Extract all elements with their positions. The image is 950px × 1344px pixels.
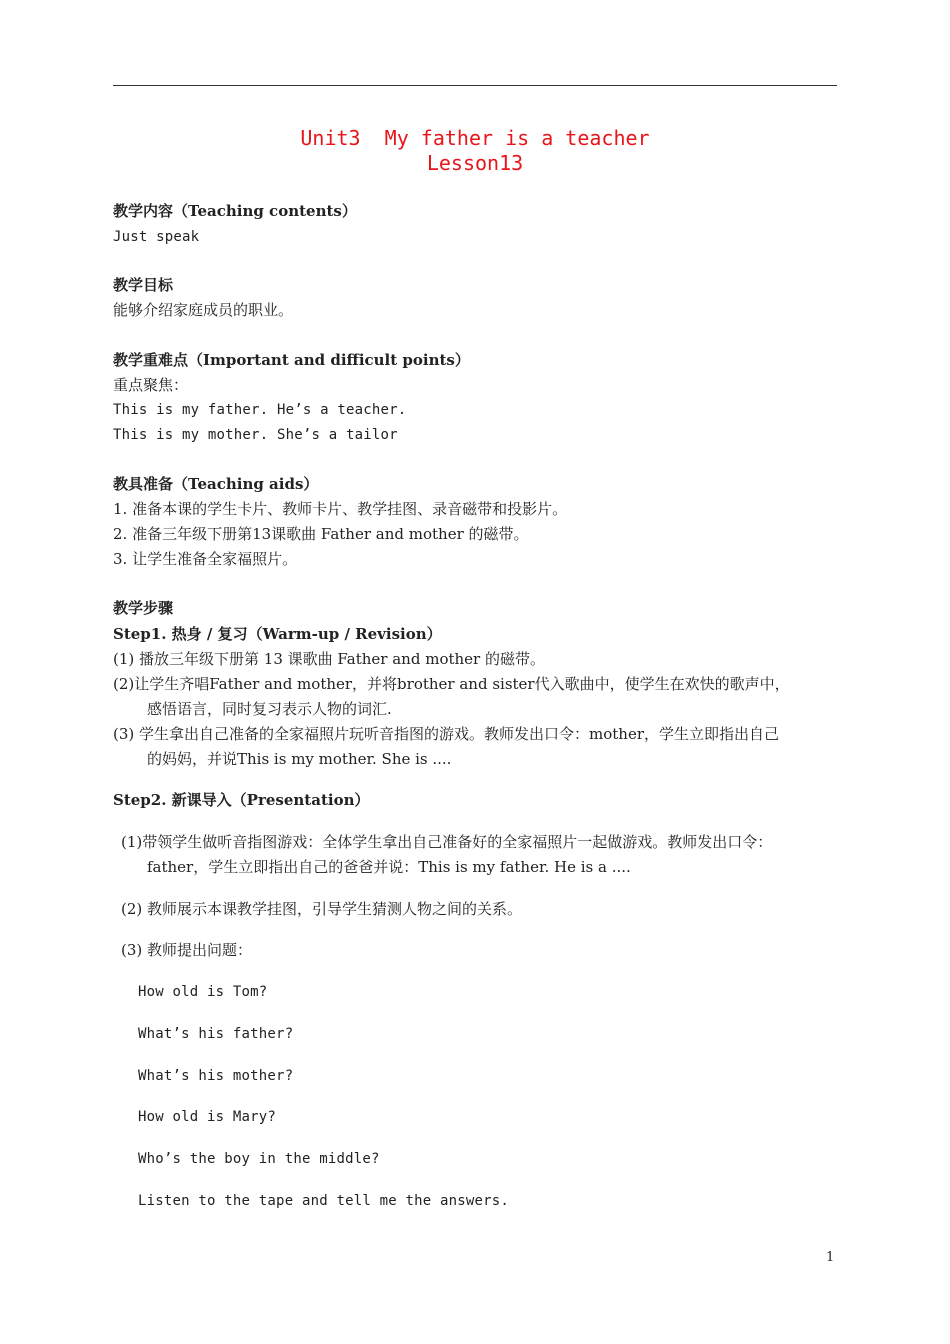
aids-item: 2. 准备三年级下册第13课歌曲 Father and mother 的磁带。 xyxy=(113,525,529,543)
section-heading-contents: 教学内容（Teaching contents） xyxy=(113,202,357,220)
step1-line: 感悟语言，同时复习表示人物的词汇. xyxy=(147,700,392,718)
step2-line: father，学生立即指出自己的爸爸并说：This is my father. He is a .... xyxy=(147,858,631,876)
step1-line: (2)让学生齐唱Father and mother，并将brother and sister代入歌曲中，使学生在欢快的歌声中， xyxy=(113,675,790,693)
aids-item: 1. 准备本课的学生卡片、教师卡片、教学挂图、录音磁带和投影片。 xyxy=(113,500,568,518)
step1-line: (1) 播放三年级下册第 13 课歌曲 Father and mother 的磁带。 xyxy=(113,650,545,668)
page-number: 1 xyxy=(826,1250,835,1265)
step2-line: (2) 教师展示本课教学挂图，引导学生猜测人物之间的关系。 xyxy=(121,900,523,918)
question-line: What’s his father? xyxy=(138,1026,294,1042)
doc-subtitle: Lesson13 xyxy=(426,151,524,175)
section-heading-steps: 教学步骤 xyxy=(113,599,174,617)
keypoints-label: 重点聚焦： xyxy=(113,376,189,394)
step1-line: 的妈妈，并说This is my mother. She is .... xyxy=(147,750,452,768)
section-heading-aids: 教具准备（Teaching aids） xyxy=(113,475,319,493)
doc-title: Unit3 My father is a teacher xyxy=(300,126,650,150)
keypoints-line: This is my father. He’s a teacher. xyxy=(113,402,407,418)
step2-line: (1)带领学生做听音指图游戏：全体学生拿出自己准备好的全家福照片一起做游戏。教师发出口令： xyxy=(121,833,773,851)
step2-heading: Step2. 新课导入（Presentation） xyxy=(113,791,370,809)
question-line: How old is Mary? xyxy=(138,1109,277,1125)
step2-line: (3) 教师提出问题： xyxy=(121,941,253,959)
step1-line: (3) 学生拿出自己准备的全家福照片玩听音指图的游戏。教师发出口令：mother，学生立即指出自己 xyxy=(113,725,780,743)
keypoints-line: This is my mother. She’s a tailor xyxy=(113,427,398,443)
step1-heading: Step1. 热身 / 复习（Warm-up / Revision） xyxy=(113,625,442,643)
question-line: How old is Tom? xyxy=(138,984,268,1000)
contents-body: Just speak xyxy=(113,229,200,245)
question-line: What’s his mother? xyxy=(138,1068,294,1084)
goals-body: 能够介绍家庭成员的职业。 xyxy=(113,301,294,319)
section-heading-goals: 教学目标 xyxy=(113,276,174,294)
question-line: Who’s the boy in the middle? xyxy=(138,1151,380,1167)
question-line: Listen to the tape and tell me the answers. xyxy=(138,1193,510,1209)
section-heading-keypoints: 教学重难点（Important and difficult points） xyxy=(113,351,470,369)
aids-item: 3. 让学生准备全家福照片。 xyxy=(113,550,298,568)
header-rule xyxy=(113,85,837,86)
